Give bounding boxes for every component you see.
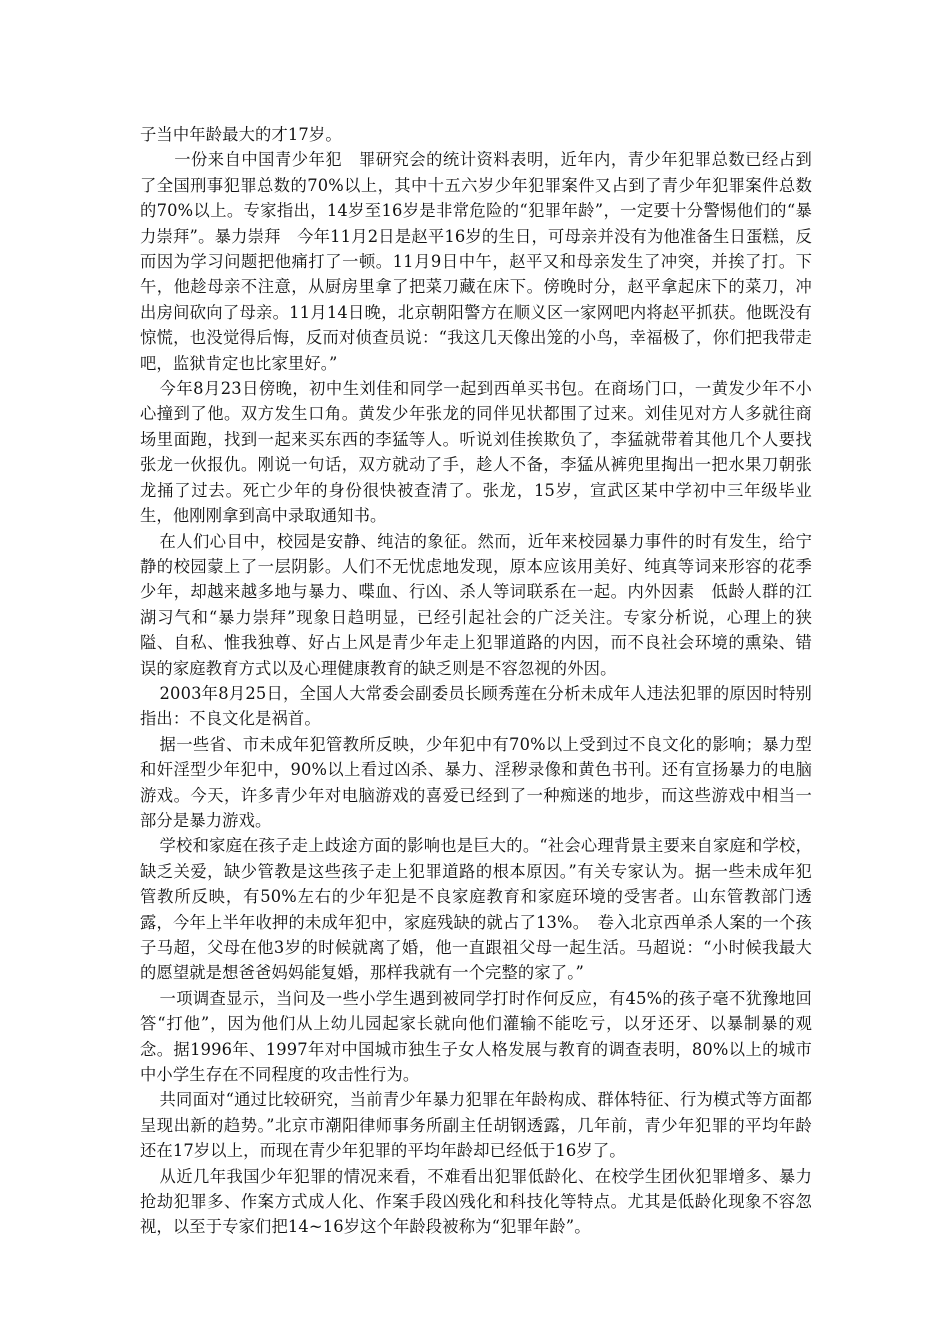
paragraph-xidan-case: 今年8月23日傍晚，初中生刘佳和同学一起到西单买书包。在商场门口，一黄发少年不小心撞到了他。双方发生口角。黄发少年张龙的同伴见状都围了过来。刘佳见对方人多就往商场里面跑，找到一起来买东西的李猛等人。听说刘佳挨欺负了，李猛就带着其他几个人要找张龙一伙报仇。刚说一句话，双方就动了手，趁人不备，李猛从裤兜里掏出一把水果刀朝张龙捅了过去。死亡少年的身份很快被查清了。张龙，15岁，宣武区某中学初中三年级毕业生，他刚刚拿到高中录取通知书。 (140, 379, 812, 526)
paragraph-bad-culture: 2003年8月25日，全国人大常委会副委员长顾秀莲在分析未成年人违法犯罪的原因时特别指出：不良文化是祸首。 (140, 683, 812, 729)
paragraph-conclusion: 从近几年我国少年犯罪的情况来看，不难看出犯罪低龄化、在校学生团伙犯罪增多、暴力抢劫犯罪多、作案方式成人化、作案手段凶残化和科技化等特点。尤其是低龄化现象不容忽视，以至于专家们把14~16岁这个年龄段被称为“犯罪年龄”。 (140, 1166, 812, 1237)
paragraph-statistics: 一份来自中国青少年犯 罪研究会的统计资料表明，近年内，青少年犯罪总数已经占到了全国刑事犯罪总数的70%以上，其中十五六岁少年犯罪案件又占到了青少年犯罪案件总数的70%以上。专家指出，14岁至16岁是非常危险的“犯罪年龄”，一定要十分警惕他们的“暴力崇拜”。暴力崇拜 今年11月2日是赵平16岁的生日，可母亲并没有为他准备生日蛋糕，反而因为学习问题把他痛打了一顿。11月9日中午，赵平又和母亲发生了冲突，并挨了打。下午，他趁母亲不注意，从厨房里拿了把菜刀藏在床下。傍晚时分，赵平拿起床下的菜刀，冲出房间砍向了母亲。11月14日晚，北京朝阳警方在顺义区一家网吧内将赵平抓获。他既没有惊慌，也没觉得后悔，反而对侦查员说：“我这几天像出笼的小鸟，幸福极了，你们把我带走吧，监狱肯定也比家里好。” (140, 150, 812, 373)
paragraph-common-face: 共同面对“通过比较研究，当前青少年暴力犯罪在年龄构成、群体特征、行为模式等方面都呈现出新的趋势。”北京市潮阳律师事务所副主任胡钢透露，几年前，青少年犯罪的平均年龄还在17岁以上，而现在青少年犯罪的平均年龄却已经低于16岁了。 (140, 1090, 812, 1161)
document-page (140, 122, 812, 1240)
paragraph-campus-violence: 在人们心目中，校园是安静、纯洁的象征。然而，近年来校园暴力事件的时有发生，给宁静的校园蒙上了一层阴影。人们不无忧虑地发现，原本应该用美好、纯真等词来形容的花季少年，却越来越多地与暴力、喋血、行凶、杀人等词联系在一起。内外因素 低龄人群的江湖习气和“暴力崇拜”现象日趋明显，已经引起社会的广泛关注。专家分析说，心理上的狭隘、自私、惟我独尊、好占上风是青少年走上犯罪道路的内因，而不良社会环境的熏染、错误的家庭教育方式以及心理健康教育的缺乏则是不容忽视的外因。 (140, 531, 812, 678)
paragraph-survey: 一项调查显示，当问及一些小学生遇到被同学打时作何反应，有45%的孩子毫不犹豫地回答“打他”，因为他们从上幼儿园起家长就向他们灌输不能吃亏，以牙还牙、以暴制暴的观念。据1996年、1997年对中国城市独生子女人格发展与教育的调查表明，80%以上的城市中小学生存在不同程度的攻击性行为。 (140, 988, 812, 1085)
paragraph-detention-report: 据一些省、市未成年犯管教所反映，少年犯中有70%以上受到过不良文化的影响；暴力型和奸淫型少年犯中，90%以上看过凶杀、暴力、淫秽录像和黄色书刊。还有宣扬暴力的电脑游戏。今天，许多青少年对电脑游戏的喜爱已经到了一种痴迷的地步，而这些游戏中相当一部分是暴力游戏。 (140, 734, 812, 830)
paragraph-school-family: 学校和家庭在孩子走上歧途方面的影响也是巨大的。“社会心理背景主要来自家庭和学校，缺乏关爱，缺少管教是这些孩子走上犯罪道路的根本原因。”有关专家认为。据一些未成年犯管教所反映，有50%左右的少年犯是不良家庭教育和家庭环境的受害者。山东管教部门透露，今年上半年收押的未成年犯中，家庭残缺的就占了13%。 卷入北京西单杀人案的一个孩子马超，父母在他3岁的时候就离了婚，他一直跟祖父母一起生活。马超说：“小时候我最大的愿望就是想爸爸妈妈能复婚，那样我就有一个完整的家了。” (140, 836, 812, 983)
paragraph-continuation: 子当中年龄最大的才17岁。 (140, 125, 342, 144)
